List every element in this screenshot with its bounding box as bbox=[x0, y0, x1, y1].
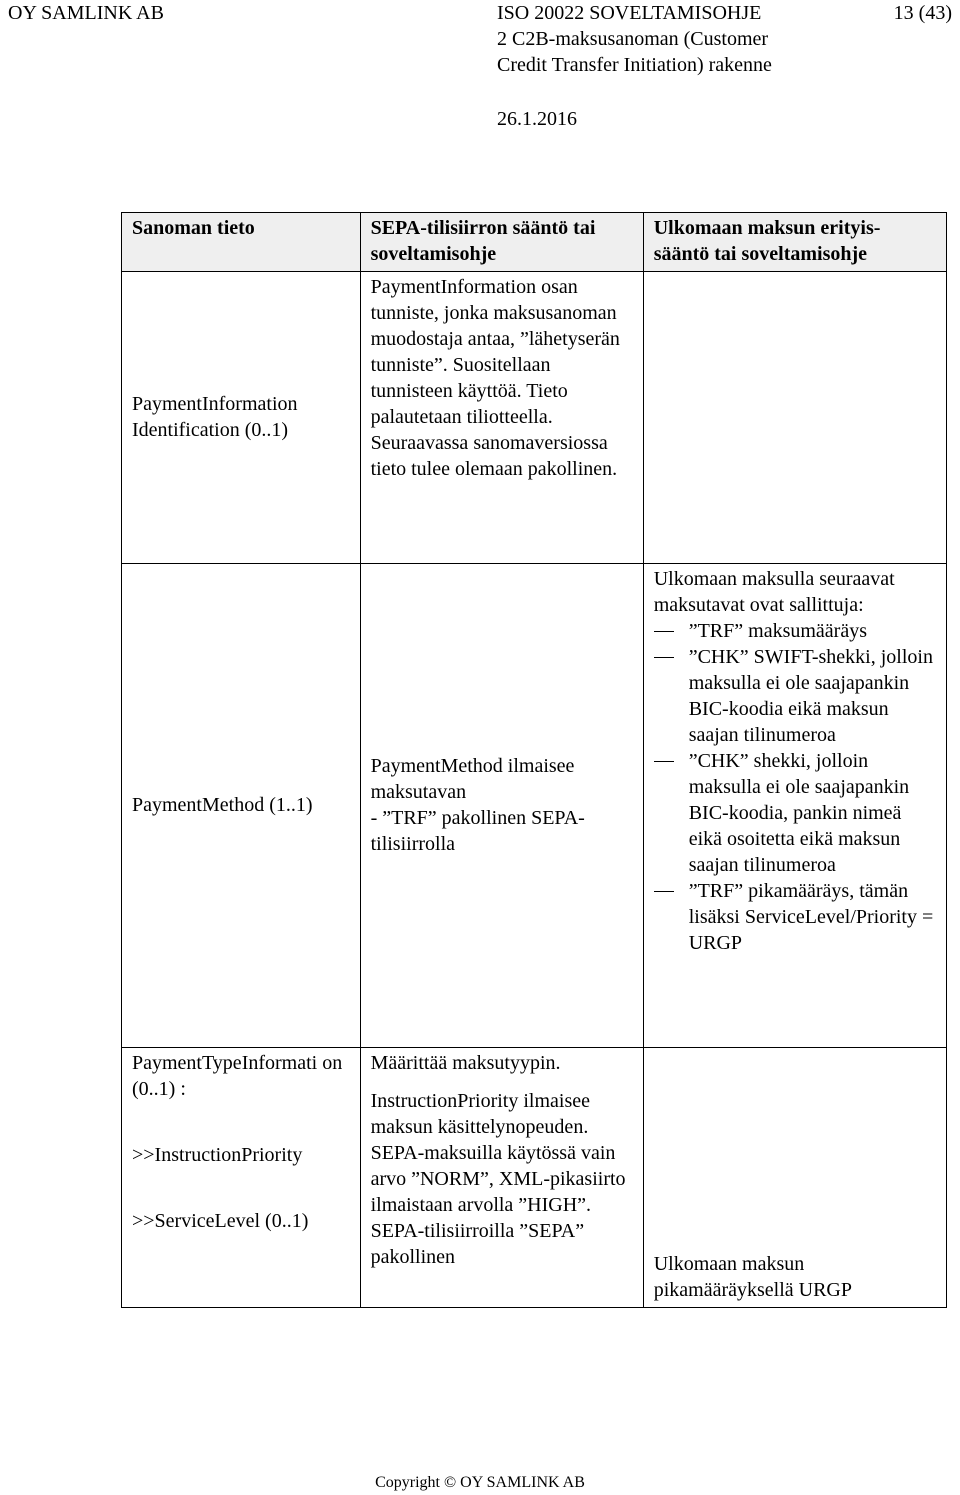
list-item: ”TRF” pikamääräys, tämän lisäksi ServiceLevel/Priority = URGP bbox=[654, 878, 938, 956]
document-title-block bbox=[497, 0, 772, 78]
page-header bbox=[0, 0, 960, 140]
list-item: ”CHK” SWIFT-shekki, jolloin maksulla ei ole saajapankin BIC-koodia eikä maksun saajan tilinumeroa bbox=[654, 644, 938, 748]
header-cell-foreign: Ulkomaan maksun erityis- sääntö tai soveltamisohje bbox=[643, 213, 946, 272]
cell-sepa: Määrittää maksutyypin. InstructionPriority ilmaisee maksun käsittelynopeuden. SEPA-maksuilla käytössä vain arvo ”NORM”, XML-pikasiirto ilmaistaan arvolla ”HIGH”. SEPA-tilisiirroilla ”SEPA” pakollinen bbox=[360, 1048, 643, 1308]
company-name: OY SAMLINK AB bbox=[8, 2, 164, 24]
cell-field: PaymentInformation Identification (0..1) bbox=[122, 272, 361, 564]
table-row bbox=[122, 564, 947, 1048]
specification-table bbox=[121, 212, 947, 1308]
foreign-intro: Ulkomaan maksulla seuraavat maksutavat ovat sallittuja: bbox=[653, 568, 895, 616]
list-item: ”CHK” shekki, jolloin maksulla ei ole saajapankin BIC-koodia, pankin nimeä eikä osoitetta eikä maksun saajan tilinumeroa bbox=[654, 748, 938, 878]
cell-foreign bbox=[643, 272, 946, 564]
list-item: ”TRF” maksumääräys bbox=[654, 618, 938, 644]
table-header-row bbox=[122, 213, 947, 272]
header-cell-sepa: SEPA-tilisiirron sääntö tai soveltamisohje bbox=[360, 213, 643, 272]
cell-sepa: PaymentInformation osan tunniste, jonka maksusanoman muodostaja antaa, ”lähetyserän tunniste”. Suositellaan tunnisteen käyttöä. Tieto palautetaan tiliotteella. Seuraavassa sanomaversiossa tieto tulee olemaan pakollinen. bbox=[360, 272, 643, 564]
footer-copyright: Copyright © OY SAMLINK AB bbox=[375, 1474, 585, 1491]
cell-field: PaymentMethod (1..1) bbox=[122, 564, 361, 1048]
section-title-line-2: Credit Transfer Initiation) rakenne bbox=[497, 54, 772, 76]
document-title: ISO 20022 SOVELTAMISOHJE bbox=[497, 2, 762, 24]
cell-foreign: Ulkomaan maksun pikamääräyksellä URGP bbox=[643, 1048, 946, 1308]
cell-foreign bbox=[643, 564, 946, 1048]
page-number: 13 (43) bbox=[893, 2, 952, 24]
cell-sepa: PaymentMethod ilmaisee maksutavan - ”TRF” pakollinen SEPA-tilisiirrolla bbox=[360, 564, 643, 1048]
cell-field: PaymentTypeInformati on (0..1) : >>InstructionPriority >>ServiceLevel (0..1) bbox=[122, 1048, 361, 1308]
table-row bbox=[122, 1048, 947, 1308]
section-title-line-1: 2 C2B-maksusanoman (Customer bbox=[497, 28, 769, 50]
payment-method-list bbox=[654, 618, 938, 956]
document-date: 26.1.2016 bbox=[497, 108, 577, 130]
table-row bbox=[122, 272, 947, 564]
header-cell-field: Sanoman tieto bbox=[122, 213, 361, 272]
